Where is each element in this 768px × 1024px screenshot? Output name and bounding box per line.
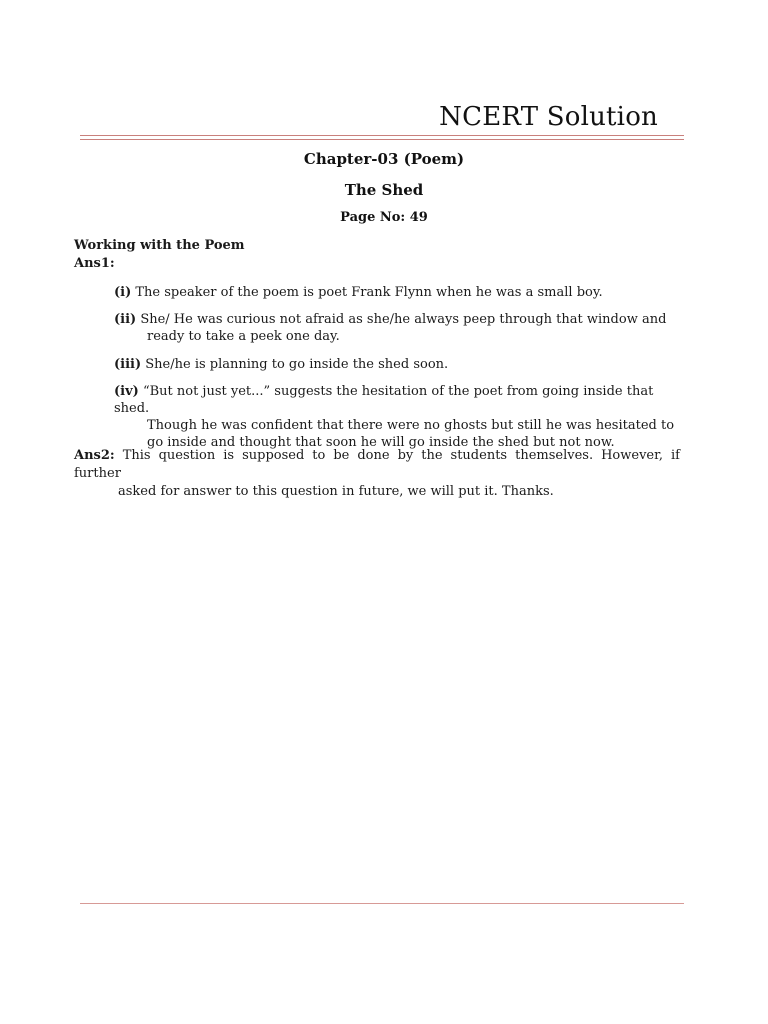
ans2-label: Ans2: — [74, 448, 115, 463]
chapter-heading: Chapter-03 (Poem) — [303, 150, 465, 168]
item-text: She/he is planning to go inside the shed soon. — [145, 357, 449, 372]
answer-item-iv — [114, 383, 680, 451]
item-text: “But not just yet...” suggests the hesitation of the poet from going inside that shed. — [114, 384, 654, 416]
header-rule-top — [80, 135, 684, 136]
answer-item-iii — [114, 356, 680, 373]
answer-item-ii — [114, 311, 680, 345]
header-rule-bottom — [80, 139, 684, 140]
item-marker: (ii) — [114, 312, 137, 327]
item-continuation: Though he was confident that there were no ghosts but still he was hesitated to go inside and thought that soon he will go inside the shed but not now. — [147, 418, 675, 450]
item-marker: (iii) — [114, 357, 142, 372]
ans1-label: Ans1: — [74, 256, 115, 271]
ans2-continuation: asked for answer to this question in future, we will put it. Thanks. — [118, 484, 554, 499]
item-text: The speaker of the poem is poet Frank Flynn when he was a small boy. — [135, 285, 603, 300]
item-marker: (i) — [114, 285, 132, 300]
poem-title: The Shed — [344, 181, 424, 199]
page-number: Page No: 49 — [340, 210, 428, 225]
ans2-text: This question is supposed to be done by the students themselves. However, if further — [74, 448, 680, 481]
section-heading: Working with the Poem — [74, 238, 245, 253]
header-title: NCERT Solution — [439, 102, 658, 132]
answer-2 — [74, 447, 680, 501]
footer-rule — [80, 903, 684, 904]
item-continuation: ready to take a peek one day. — [147, 329, 340, 344]
answer-item-i — [114, 284, 680, 301]
item-text: She/ He was curious not afraid as she/he always peep through that window and — [140, 312, 667, 327]
item-marker: (iv) — [114, 384, 139, 399]
